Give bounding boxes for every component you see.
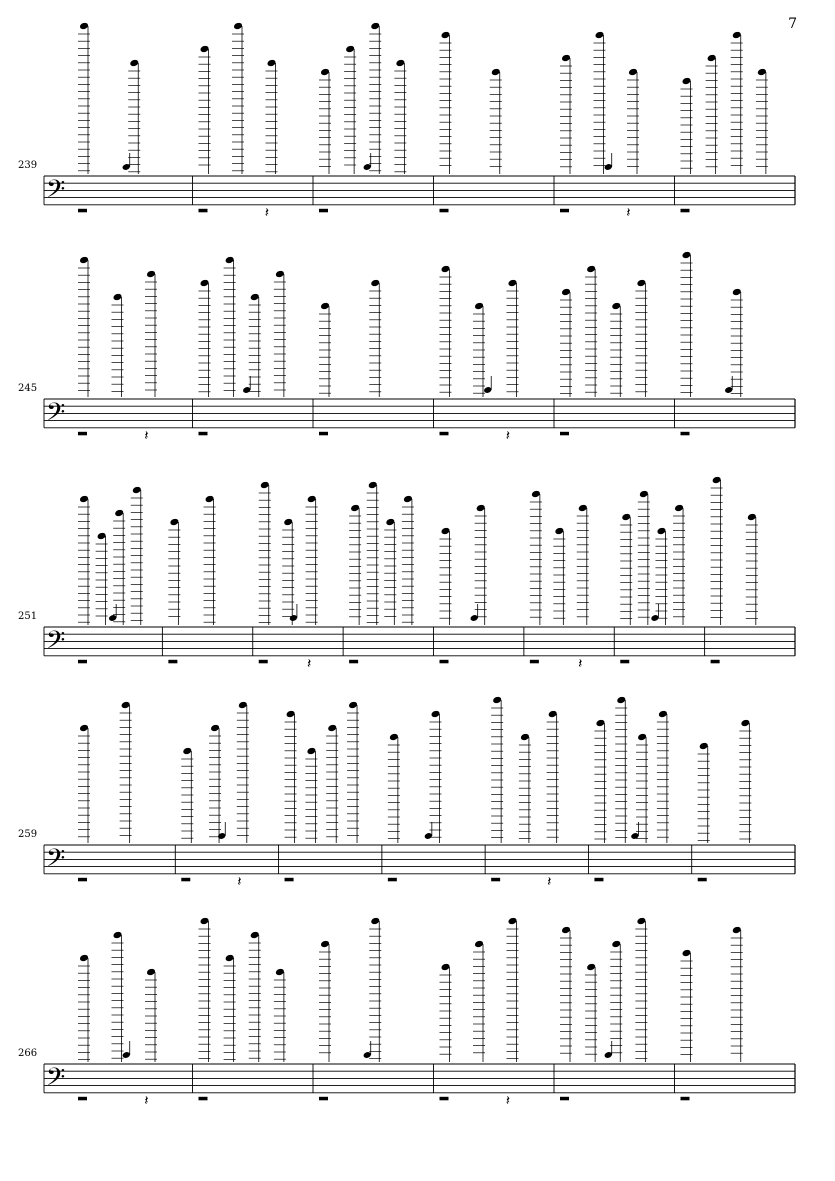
quarter-rest: 𝄽 bbox=[626, 204, 631, 221]
notehead bbox=[79, 724, 89, 733]
quarter-rest: 𝄽 bbox=[505, 1092, 511, 1109]
notehead bbox=[441, 963, 451, 972]
notehead bbox=[586, 265, 596, 274]
whole-rest bbox=[199, 432, 208, 436]
whole-rest bbox=[440, 660, 449, 664]
measure-number: 266 bbox=[18, 1048, 38, 1059]
notehead bbox=[182, 747, 192, 756]
notehead bbox=[637, 733, 647, 742]
notehead bbox=[250, 293, 260, 302]
whole-rest bbox=[78, 1097, 87, 1101]
notehead bbox=[628, 68, 638, 77]
notehead bbox=[121, 701, 131, 710]
notehead bbox=[561, 288, 571, 297]
whole-rest bbox=[711, 660, 720, 664]
quarter-rest: 𝄽 bbox=[264, 204, 270, 221]
notehead bbox=[385, 518, 395, 527]
systems bbox=[18, 22, 795, 1109]
notehead bbox=[674, 504, 684, 513]
notehead bbox=[699, 742, 709, 751]
whole-rest bbox=[78, 432, 87, 436]
notehead bbox=[283, 518, 293, 527]
notehead bbox=[260, 481, 270, 490]
system-4 bbox=[18, 696, 795, 890]
notehead bbox=[595, 31, 605, 40]
bass-clef-icon: 𝄢 bbox=[46, 843, 66, 879]
notehead bbox=[210, 724, 220, 733]
notehead bbox=[225, 954, 235, 963]
bass-clef-icon: 𝄢 bbox=[46, 397, 66, 433]
whole-rest bbox=[319, 209, 328, 213]
whole-rest bbox=[594, 878, 603, 882]
measure-number: 251 bbox=[18, 611, 38, 622]
whole-rest bbox=[168, 660, 177, 664]
notehead bbox=[79, 256, 89, 265]
notehead bbox=[682, 77, 692, 86]
whole-rest bbox=[681, 209, 690, 213]
notehead bbox=[578, 504, 588, 513]
notehead bbox=[389, 733, 399, 742]
whole-rest bbox=[78, 209, 87, 213]
notehead bbox=[636, 279, 646, 288]
notehead bbox=[79, 22, 89, 31]
quarter-rest: 𝄽 bbox=[505, 427, 511, 444]
whole-rest bbox=[440, 209, 449, 213]
notehead bbox=[732, 288, 742, 297]
notehead bbox=[370, 22, 380, 31]
notehead bbox=[250, 931, 260, 940]
notehead bbox=[441, 265, 451, 274]
notehead bbox=[441, 31, 451, 40]
notehead bbox=[732, 926, 742, 935]
notehead bbox=[636, 917, 646, 926]
quarter-rest: 𝄽 bbox=[144, 1092, 149, 1109]
notehead bbox=[205, 495, 215, 504]
whole-rest bbox=[681, 432, 690, 436]
notehead bbox=[508, 279, 518, 288]
notehead bbox=[238, 701, 248, 710]
notehead bbox=[233, 22, 243, 31]
notehead bbox=[403, 495, 413, 504]
notehead bbox=[548, 710, 558, 719]
notehead bbox=[732, 31, 742, 40]
whole-rest bbox=[199, 209, 208, 213]
notehead bbox=[350, 504, 360, 513]
notehead bbox=[200, 917, 210, 926]
notehead bbox=[616, 696, 626, 705]
notehead bbox=[79, 495, 89, 504]
whole-rest bbox=[319, 1097, 328, 1101]
whole-rest bbox=[388, 878, 397, 882]
whole-rest bbox=[530, 660, 539, 664]
bass-clef-icon: 𝄢 bbox=[46, 174, 66, 210]
whole-rest bbox=[491, 878, 500, 882]
notehead bbox=[682, 251, 692, 260]
whole-rest bbox=[560, 432, 569, 436]
notehead bbox=[348, 701, 358, 710]
whole-rest bbox=[698, 878, 707, 882]
notehead bbox=[531, 490, 541, 499]
notehead bbox=[113, 293, 123, 302]
quarter-rest: 𝄽 bbox=[547, 873, 552, 890]
notehead bbox=[146, 968, 156, 977]
notehead bbox=[491, 68, 501, 77]
whole-rest bbox=[620, 660, 629, 664]
measure-number: 239 bbox=[18, 160, 38, 171]
notehead bbox=[225, 256, 235, 265]
notehead bbox=[707, 54, 717, 63]
notehead bbox=[441, 527, 451, 536]
notehead bbox=[200, 45, 210, 54]
notehead bbox=[611, 940, 621, 949]
quarter-rest: 𝄽 bbox=[144, 427, 149, 444]
whole-rest bbox=[440, 1097, 449, 1101]
notehead bbox=[474, 940, 484, 949]
notehead bbox=[747, 513, 757, 522]
whole-rest bbox=[285, 878, 294, 882]
notehead bbox=[200, 279, 210, 288]
measure-number: 245 bbox=[18, 383, 38, 394]
notehead bbox=[658, 710, 668, 719]
notehead bbox=[520, 733, 530, 742]
system-1 bbox=[18, 22, 795, 221]
notehead bbox=[561, 54, 571, 63]
whole-rest bbox=[681, 1097, 690, 1101]
notehead bbox=[275, 968, 285, 977]
notehead bbox=[757, 68, 767, 77]
whole-rest bbox=[78, 660, 87, 664]
notehead bbox=[368, 481, 378, 490]
notehead bbox=[740, 719, 750, 728]
notehead bbox=[712, 476, 722, 485]
whole-rest bbox=[78, 878, 87, 882]
notehead bbox=[370, 279, 380, 288]
whole-rest bbox=[259, 660, 268, 664]
notehead bbox=[320, 302, 330, 311]
notehead bbox=[554, 527, 564, 536]
notehead bbox=[395, 59, 405, 68]
notehead bbox=[682, 949, 692, 958]
notehead bbox=[320, 940, 330, 949]
notehead bbox=[286, 710, 296, 719]
measure-number: 259 bbox=[18, 829, 38, 840]
whole-rest bbox=[181, 878, 190, 882]
notehead bbox=[307, 495, 317, 504]
quarter-rest: 𝄽 bbox=[237, 873, 242, 890]
notehead bbox=[169, 518, 179, 527]
whole-rest bbox=[319, 432, 328, 436]
quarter-rest: 𝄽 bbox=[578, 655, 583, 672]
notehead bbox=[370, 917, 380, 926]
notehead bbox=[306, 747, 316, 756]
notehead bbox=[79, 954, 89, 963]
notehead bbox=[561, 926, 571, 935]
whole-rest bbox=[560, 209, 569, 213]
whole-rest bbox=[560, 1097, 569, 1101]
notehead bbox=[656, 527, 666, 536]
notehead bbox=[621, 513, 631, 522]
notehead bbox=[595, 719, 605, 728]
notehead bbox=[97, 532, 107, 541]
notehead bbox=[611, 302, 621, 311]
notehead bbox=[114, 509, 124, 518]
notehead bbox=[508, 917, 518, 926]
whole-rest bbox=[199, 1097, 208, 1101]
notehead bbox=[474, 302, 484, 311]
notehead bbox=[431, 710, 441, 719]
system-3 bbox=[18, 476, 795, 672]
whole-rest bbox=[349, 660, 358, 664]
notehead bbox=[492, 696, 502, 705]
notehead bbox=[327, 724, 337, 733]
bass-clef-icon: 𝄢 bbox=[46, 625, 66, 661]
notehead bbox=[113, 931, 123, 940]
system-5 bbox=[18, 917, 795, 1109]
system-2 bbox=[18, 251, 795, 444]
quarter-rest: 𝄽 bbox=[306, 655, 312, 672]
notehead bbox=[267, 59, 277, 68]
notehead bbox=[146, 270, 156, 279]
notehead bbox=[586, 963, 596, 972]
notehead bbox=[129, 59, 139, 68]
notehead bbox=[132, 486, 142, 495]
whole-rest bbox=[440, 432, 449, 436]
notehead bbox=[275, 270, 285, 279]
notehead bbox=[345, 45, 355, 54]
page-number: 7 bbox=[788, 16, 797, 32]
notehead bbox=[476, 504, 486, 513]
bass-clef-icon: 𝄢 bbox=[46, 1062, 66, 1098]
notehead bbox=[320, 68, 330, 77]
notehead bbox=[639, 490, 649, 499]
